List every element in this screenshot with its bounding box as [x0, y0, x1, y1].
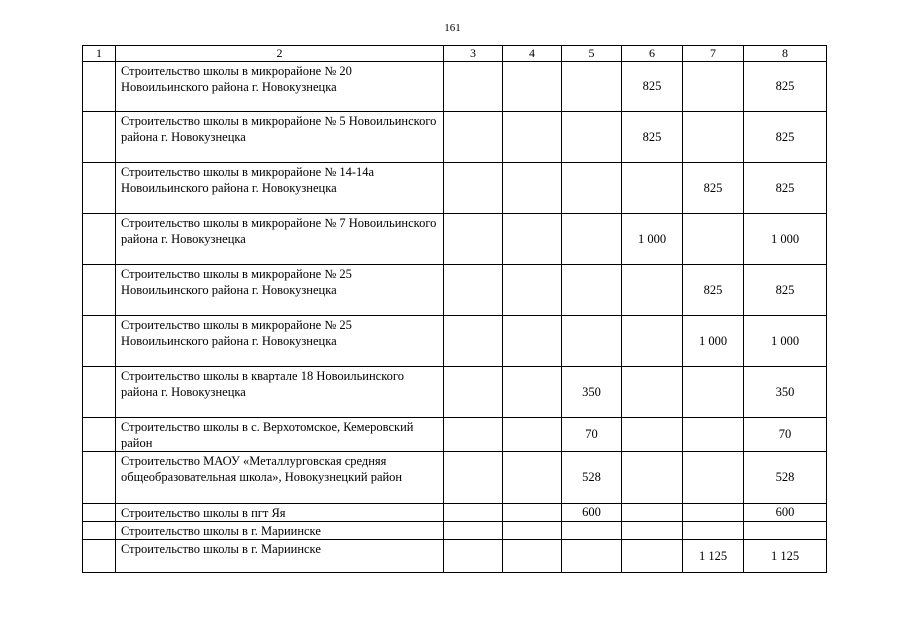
value-cell-c5 [562, 522, 622, 540]
value-cell-c1 [83, 214, 116, 265]
value-cell-c1 [83, 316, 116, 367]
value-cell-c7 [683, 504, 744, 522]
value-cell-c1 [83, 112, 116, 163]
project-name-cell: Строительство школы в микрорайоне № 25 Новоильинского района г. Новокузнецка [116, 265, 444, 316]
value-cell-c4 [503, 112, 562, 163]
value-cell-c3 [444, 522, 503, 540]
value-cell-c7 [683, 112, 744, 163]
value-cell-c3 [444, 418, 503, 452]
project-name-cell: Строительство МАОУ «Металлурговская средняя общеобразовательная школа», Новокузнецкий район [116, 452, 444, 504]
table-row [83, 540, 827, 573]
value-cell-c4 [503, 418, 562, 452]
table-row [83, 163, 827, 214]
project-name-cell: Строительство школы в микрорайоне № 14-14а Новоильинского района г. Новокузнецка [116, 163, 444, 214]
value-cell-c5: 600 [562, 504, 622, 522]
value-cell-c6 [622, 163, 683, 214]
value-cell-c5 [562, 112, 622, 163]
table-row [83, 214, 827, 265]
value-cell-c6: 1 000 [622, 214, 683, 265]
value-cell-c3 [444, 112, 503, 163]
table-row [83, 452, 827, 504]
value-cell-c4 [503, 540, 562, 573]
value-cell-c8: 1 000 [744, 316, 827, 367]
value-cell-c3 [444, 163, 503, 214]
value-cell-c1 [83, 522, 116, 540]
table-row [83, 316, 827, 367]
value-cell-c6 [622, 418, 683, 452]
value-cell-c5 [562, 265, 622, 316]
project-name-cell: Строительство школы в микрорайоне № 5 Новоильинского района г. Новокузнецка [116, 112, 444, 163]
value-cell-c1 [83, 265, 116, 316]
value-cell-c1 [83, 62, 116, 112]
value-cell-c7: 1 125 [683, 540, 744, 573]
value-cell-c5 [562, 62, 622, 112]
value-cell-c5 [562, 540, 622, 573]
value-cell-c8: 70 [744, 418, 827, 452]
value-cell-c6 [622, 504, 683, 522]
value-cell-c1 [83, 163, 116, 214]
value-cell-c6: 825 [622, 62, 683, 112]
value-cell-c5: 70 [562, 418, 622, 452]
value-cell-c8: 528 [744, 452, 827, 504]
value-cell-c4 [503, 163, 562, 214]
value-cell-c1 [83, 504, 116, 522]
value-cell-c5 [562, 316, 622, 367]
value-cell-c6: 825 [622, 112, 683, 163]
table-row [83, 62, 827, 112]
project-name-cell: Строительство школы в микрорайоне № 25 Новоильинского района г. Новокузнецка [116, 316, 444, 367]
value-cell-c8: 825 [744, 62, 827, 112]
value-cell-c4 [503, 62, 562, 112]
value-cell-c4 [503, 265, 562, 316]
value-cell-c4 [503, 504, 562, 522]
value-cell-c7 [683, 62, 744, 112]
value-cell-c6 [622, 452, 683, 504]
value-cell-c3 [444, 452, 503, 504]
header-cell: 2 [116, 46, 444, 62]
project-name-cell: Строительство школы в г. Мариинске [116, 522, 444, 540]
value-cell-c8: 825 [744, 265, 827, 316]
value-cell-c6 [622, 540, 683, 573]
value-cell-c4 [503, 367, 562, 418]
value-cell-c8 [744, 522, 827, 540]
value-cell-c3 [444, 504, 503, 522]
value-cell-c7 [683, 452, 744, 504]
header-cell: 5 [562, 46, 622, 62]
header-row [83, 46, 827, 62]
project-name-cell: Строительство школы в с. Верхотомское, Кемеровский район [116, 418, 444, 452]
value-cell-c1 [83, 540, 116, 573]
value-cell-c6 [622, 522, 683, 540]
value-cell-c7 [683, 367, 744, 418]
value-cell-c4 [503, 452, 562, 504]
value-cell-c7 [683, 214, 744, 265]
value-cell-c8: 825 [744, 163, 827, 214]
value-cell-c6 [622, 367, 683, 418]
table-row [83, 504, 827, 522]
value-cell-c5: 350 [562, 367, 622, 418]
project-name-cell: Строительство школы в микрорайоне № 20 Новоильинского района г. Новокузнецка [116, 62, 444, 112]
value-cell-c6 [622, 316, 683, 367]
header-cell: 6 [622, 46, 683, 62]
value-cell-c6 [622, 265, 683, 316]
table-row [83, 522, 827, 540]
value-cell-c3 [444, 540, 503, 573]
table-row [83, 112, 827, 163]
value-cell-c3 [444, 62, 503, 112]
header-cell: 3 [444, 46, 503, 62]
value-cell-c7: 1 000 [683, 316, 744, 367]
value-cell-c7: 825 [683, 163, 744, 214]
table-row [83, 265, 827, 316]
value-cell-c7 [683, 418, 744, 452]
value-cell-c8: 1 125 [744, 540, 827, 573]
value-cell-c3 [444, 316, 503, 367]
value-cell-c4 [503, 316, 562, 367]
value-cell-c5 [562, 163, 622, 214]
value-cell-c8: 600 [744, 504, 827, 522]
project-name-cell: Строительство школы в г. Мариинске [116, 540, 444, 573]
value-cell-c8: 1 000 [744, 214, 827, 265]
budget-table [82, 45, 827, 573]
value-cell-c7: 825 [683, 265, 744, 316]
header-cell: 7 [683, 46, 744, 62]
value-cell-c5 [562, 214, 622, 265]
table-row [83, 367, 827, 418]
value-cell-c8: 825 [744, 112, 827, 163]
table-row [83, 418, 827, 452]
value-cell-c3 [444, 214, 503, 265]
project-name-cell: Строительство школы в пгт Яя [116, 504, 444, 522]
value-cell-c8: 350 [744, 367, 827, 418]
header-cell: 8 [744, 46, 827, 62]
value-cell-c1 [83, 367, 116, 418]
value-cell-c5: 528 [562, 452, 622, 504]
value-cell-c7 [683, 522, 744, 540]
page-number: 161 [444, 22, 461, 34]
header-cell: 1 [83, 46, 116, 62]
value-cell-c3 [444, 265, 503, 316]
value-cell-c3 [444, 367, 503, 418]
value-cell-c1 [83, 452, 116, 504]
project-name-cell: Строительство школы в квартале 18 Новоильинского района г. Новокузнецка [116, 367, 444, 418]
value-cell-c4 [503, 522, 562, 540]
value-cell-c1 [83, 418, 116, 452]
header-cell: 4 [503, 46, 562, 62]
value-cell-c4 [503, 214, 562, 265]
project-name-cell: Строительство школы в микрорайоне № 7 Новоильинского района г. Новокузнецка [116, 214, 444, 265]
